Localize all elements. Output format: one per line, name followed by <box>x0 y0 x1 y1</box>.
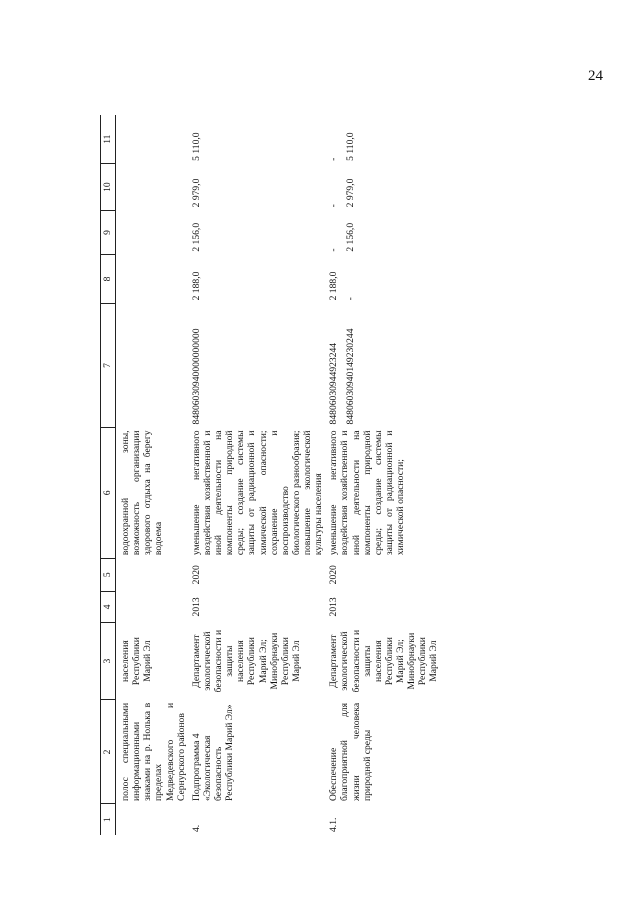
row-number: 4.1. <box>328 817 340 832</box>
value-col-10-a: - <box>328 204 340 208</box>
page-number: 24 <box>588 68 603 84</box>
end-year: 2020 <box>328 565 340 585</box>
table-row <box>189 115 327 835</box>
measure-name: Обеспечение благоприятной для жизни человека природной среды <box>328 702 373 801</box>
value-col-10 <box>116 164 189 211</box>
value-col-8 <box>116 255 189 304</box>
executor: Департамент экологической безопасности и защиты населения Республики Марий Эл; Минобрнауки Республики Марий Эл <box>328 629 440 693</box>
value-col-8 <box>326 255 441 304</box>
col-header-1: 1 <box>101 804 116 835</box>
value-col-8-a: 2 188,0 <box>328 271 340 301</box>
col-header-3: 3 <box>101 622 116 700</box>
measure-name: Подпрограмма 4 «Экологическая безопасность Республики Марий Эл» <box>190 704 236 801</box>
col-header-9: 9 <box>101 210 116 254</box>
budget-code-cell <box>326 303 441 427</box>
executor: Департамент экологической безопасности и защиты населения Республики Марий Эл; Минобрнауки Республики Марий Эл <box>190 629 302 693</box>
value-col-11-b: 5 110,0 <box>345 132 357 161</box>
col-header-5: 5 <box>101 558 116 591</box>
start-year <box>116 591 189 622</box>
budget-code-2: 84806030940149230244 <box>345 328 357 425</box>
value-col-9-b: 2 156,0 <box>345 222 357 252</box>
col-header-6: 6 <box>101 427 116 558</box>
table-row <box>326 115 441 835</box>
expected-result: водоохранной зоны, возможность организации здорового отдыха на берегу водоема <box>120 430 165 556</box>
program-table <box>100 115 442 835</box>
end-year <box>116 558 189 591</box>
col-header-11: 11 <box>101 115 116 164</box>
expected-result: уменьшение негативного воздействия хозяйственной и иной деятельности на компоненты природной среды; создание системы защиты от радиационной и химической опасности; <box>328 430 406 556</box>
row-number <box>116 804 189 835</box>
col-header-2: 2 <box>101 700 116 804</box>
value-col-9: 2 156,0 <box>190 222 202 252</box>
value-col-10: 2 979,0 <box>190 178 202 208</box>
executor: населения Республики Марий Эл <box>120 637 154 686</box>
table-row <box>116 115 189 835</box>
expected-result: уменьшение негативного воздействия хозяйственной и иной деятельности на компоненты природной среды; создание системы защиты от радиационной и химической опасности; сохранение и воспроизводство биологического разнообразия; повышение экологической культуры населения <box>190 430 325 556</box>
value-col-10 <box>326 164 441 211</box>
budget-code: 84806030940000000000 <box>190 328 202 425</box>
start-year: 2013 <box>328 597 340 617</box>
col-header-7: 7 <box>101 303 116 427</box>
budget-code: 84806030944923244 <box>328 342 340 425</box>
col-header-4: 4 <box>101 591 116 622</box>
start-year: 2013 <box>190 597 202 617</box>
col-header-10: 10 <box>101 164 116 211</box>
value-col-9 <box>326 210 441 254</box>
end-year: 2020 <box>190 565 202 585</box>
header-row <box>101 115 116 835</box>
col-header-8: 8 <box>101 255 116 304</box>
row-number: 4. <box>190 824 202 832</box>
value-col-11: 5 110,0 <box>190 132 202 161</box>
value-col-11 <box>116 115 189 164</box>
value-col-9-a: - <box>328 248 340 252</box>
value-col-11 <box>326 115 441 164</box>
value-col-11-a: - <box>328 157 340 161</box>
value-col-8-b: - <box>345 297 357 301</box>
value-col-10-b: 2 979,0 <box>345 178 357 208</box>
value-col-8: 2 188,0 <box>190 271 202 301</box>
value-col-9 <box>116 210 189 254</box>
measure-name: полос специальными информационными знаками на р. Нолька в пределах Медведевского и Сернурского районов <box>120 702 187 801</box>
rotated-table-page <box>100 15 640 835</box>
budget-code <box>116 303 189 427</box>
